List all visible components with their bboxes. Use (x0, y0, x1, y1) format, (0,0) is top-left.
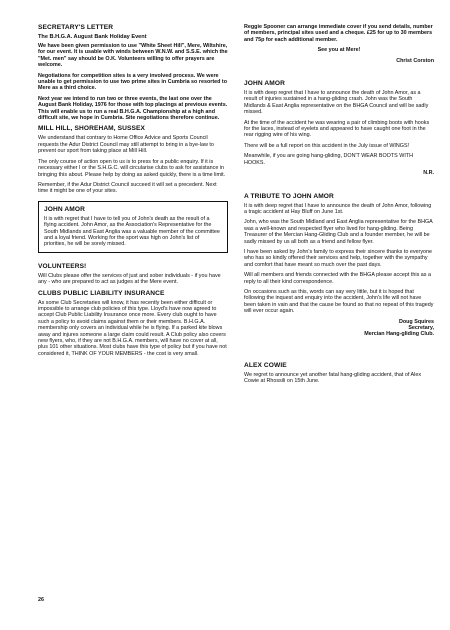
right-column (244, 24, 434, 389)
box-heading: JOHN AMOR (44, 205, 85, 213)
event-heading: The B.H.G.A. August Bank Holiday Event (38, 34, 147, 40)
insurance-heading: CLUBS PUBLIC LIABILITY INSURANCE (38, 289, 165, 297)
tribute-heading: A TRIBUTE TO JOHN AMOR (244, 192, 334, 200)
insurance-text: As some Club Secretaries will know, it has recently been either difficult or impossible to arrange club policies of this type. Lloyd's have now agreed to accept Club Public Liability Insurance once more. Every club ought to have such a policy to avoid claims against them or their members. B.H.G.A. membership only covers an individual while he is flying. If a parked kite blows away and injures someone a large claim could result. A Club policy also covers new flyers, who, if they are not B.H.G.A. members, will have no cover at all, plus 101 other situations. Most clubs have this type of policy but if you have not considered it, THINK OF YOUR MEMBERS - the cost is very small. (38, 299, 227, 357)
signature-line-1: Doug Squires (398, 318, 434, 325)
event-paragraph-3: Next year we intend to run two or three events, the last one over the August Bank Holiday, 1976 for those with top placings at previous events. This will enable us to run a real B.H.G.A. Championship at a high and difficult site, we hope in Cumbria. Site negotiations therefore continue. (38, 95, 228, 122)
volunteers-text: Will Clubs please offer the services of just and sober individuals - if you have any - who are prepared to act as judges at the Mere event. (38, 272, 221, 286)
tribute-paragraph-1: It is with deep regret that I have to announce the death of John Amor, following a tragic accident at Hay Bluff on June 1st. (244, 202, 432, 215)
john-amor-box (38, 201, 228, 253)
tribute-paragraph-2: John, who was the South Midland and East Anglia representative for the BHGA was a well-known and respected flyer who lived for hang-gliding. Being Treasurer of the Mercian Hang-Gliding Club and a founder member, he will be sadly missed by us all both as a friend and fellow flyer. (244, 219, 433, 245)
left-column (38, 24, 228, 361)
intro-paragraph: Reggie Spooner can arrange immediate cover if you send details, number of members, principal sites used and a cheque. £25 for up to 30 members and 75p for each additional member. (244, 24, 433, 43)
amor-paragraph-4: Meanwhile, if you are going hang-gliding, DON'T WEAR BOOTS WITH HOOKS. (244, 153, 413, 166)
amor-paragraph-2: At the time of the accident he was wearing a pair of climbing boots with hooks for the laces, instead of eyelets and appeared to have caught one foot in the rear rigging wire of his wing. (244, 119, 430, 139)
tribute-paragraph-4: Will all members and friends connected with the BHGA please accept this as a reply to all their kind correspondence. (244, 272, 431, 285)
cowie-text: We regret to announce yet another fatal hang-gliding accident, that of Alex Cowie at Rhossili on 15th June. (244, 371, 422, 385)
mill-hill-paragraph-2: The only course of action open to us is to press for a public enquiry. If it is necessary either I or the S.H.G.C. will circularise clubs to ask for assistance in bringing this about. Please help by doing as asked quickly, there is a time limit. (38, 158, 226, 178)
event-paragraph-2: Negotiations for competition sites is a very involved process. We were unable to get permission to use two prime sites in Cumbria so resorted to Mere as a third choice. (38, 72, 228, 92)
insurance-continuation (244, 24, 434, 64)
signature-line-3: Mercian Hang-gliding Club. (364, 331, 434, 338)
signature-doug-squires (244, 319, 434, 338)
event-section (38, 34, 228, 121)
amor-heading: JOHN AMOR (244, 80, 285, 88)
signature-line-2: Secretary, (408, 325, 434, 331)
see-you-line: See you at Mere! (317, 47, 361, 54)
signature-christ-corston: Christ Corston (396, 57, 434, 64)
volunteers-heading: VOLUNTEERS! (38, 262, 87, 270)
secretary-letter-heading: SECRETARY'S LETTER (38, 24, 114, 31)
tribute-paragraph-3: I have been asked by John's family to express their sincere thanks to everyone who has so kindly offered their services and help, together with the sympathy and comfort that have meant so much over the past days. (244, 248, 433, 268)
amor-paragraph-1: It is with deep regret that I have to announce the death of John Amor, as a result of injuries sustained in a hang-gliding crash. John was the South Midlands & East Anglia representative on the BHGA Council and will be sadly missed. (244, 90, 429, 116)
tribute-paragraph-5: On occasions such as this, words can say very little, but it is hoped that following the inquest and enquiry into the accident, John's life will not have been taken in vain and that the cause be found so that no repeat of this tragedy will ever occur again. (244, 288, 434, 315)
amor-paragraph-3: There will be a full report on this accident in the July issue of WINGS! (244, 142, 410, 149)
page-number: 26 (38, 597, 44, 603)
signature-nr: N.R. (423, 170, 434, 177)
mill-hill-paragraph-1: We understand that contrary to Home Office Advice and Sports Council requests the Adur District Council may still attempt to bring in a bye-law to prevent our sport from taking place at Mill Hill. (38, 135, 214, 155)
event-paragraph-1: We have been given permission to use "White Sheet Hill", Mere, Wiltshire, for our event. It is usable with winds between W.N.W. and S.S.E. which the "Met. men" say should be O.K. Volunteers willing to offer prayers are welcome. (38, 43, 228, 69)
box-text: It is with regret that I have to tell you of John's death as the result of a flying accident. John Amor, as the Association's Representative for the South Midlands and East Anglia was a valuable member of the committee and a loyal friend. Working for the sport was high on John's list of priorities, he will be sorely missed. (44, 215, 220, 248)
mill-hill-heading: MILL HILL, SHOREHAM, SUSSEX (38, 125, 145, 133)
mill-hill-paragraph-3: Remember, if the Adur District Council succeed it will set a precedent. Next time it might be one of your sites. (38, 181, 217, 195)
cowie-heading: ALEX COWIE (244, 361, 287, 369)
